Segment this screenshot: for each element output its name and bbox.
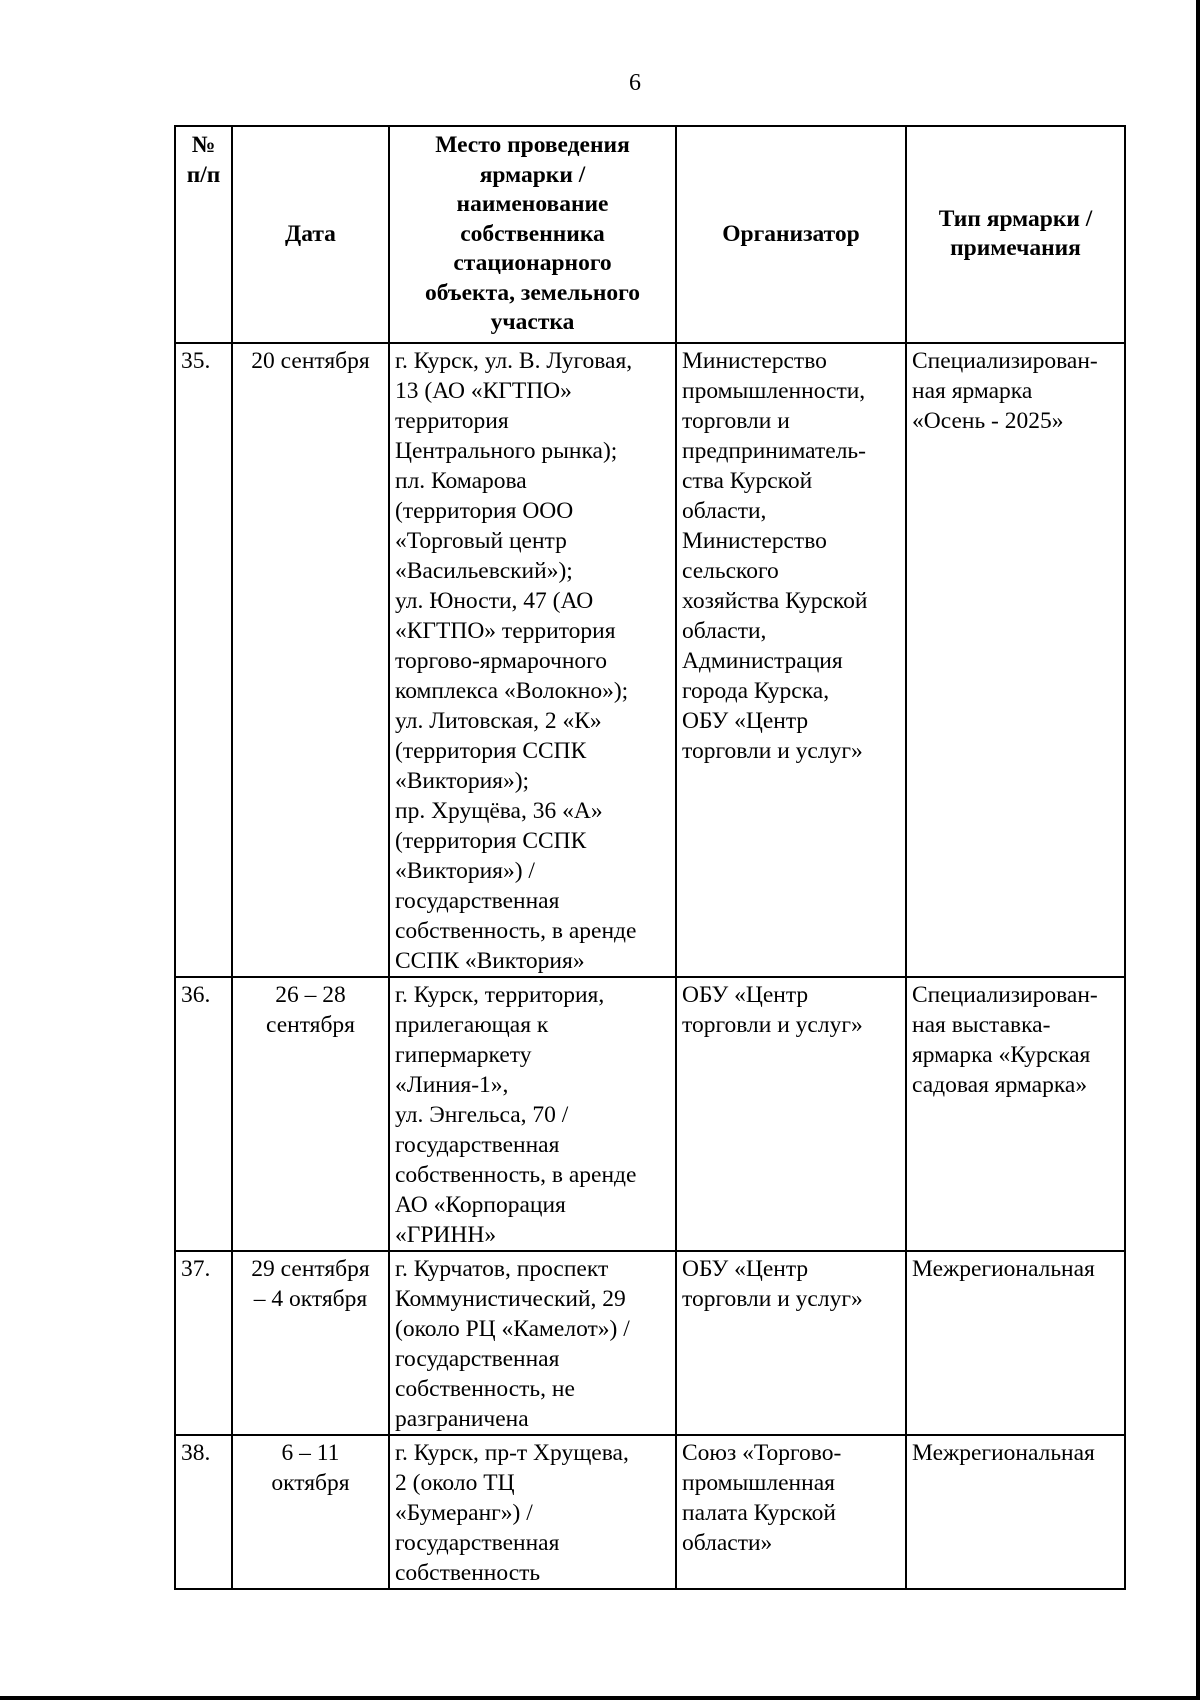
cell-place-line: собственность <box>395 1559 541 1586</box>
cell-organizer-line: промышленная <box>682 1469 835 1496</box>
cell-organizer-line: города Курска, <box>682 677 830 704</box>
cell-organizer-line: ОБУ «Центр <box>682 707 809 734</box>
cell-number: 38. <box>175 1435 232 1589</box>
cell-organizer-line: области, <box>682 497 767 524</box>
cell-type-line: ярмарка «Курская <box>912 1041 1091 1068</box>
cell-organizer-line: сельского <box>682 557 779 584</box>
cell-type-line: Межрегиональная <box>912 1439 1095 1466</box>
cell-place-line: ул. Литовская, 2 «К» <box>395 707 602 734</box>
cell-date <box>232 1251 389 1435</box>
cell-place-line: Коммунистический, 29 <box>395 1285 626 1312</box>
cell-place-line: (территория ССПК <box>395 737 587 764</box>
cell-organizer-line: торговли и услуг» <box>682 1285 863 1312</box>
cell-place-line: ул. Юности, 47 (АО <box>395 587 594 614</box>
cell-number: 35. <box>175 343 232 977</box>
cell-organizer-line: Министерство <box>682 527 827 554</box>
cell-place-line: «Виктория») / <box>395 857 535 884</box>
cell-place-line: г. Курск, пр-т Хрущева, <box>395 1439 629 1466</box>
page-number: 6 <box>629 70 641 96</box>
cell-date-line: сентября <box>265 1011 355 1038</box>
cell-place-line: государственная <box>395 1529 560 1556</box>
cell-place <box>389 977 676 1251</box>
cell-place-line: «Васильевский»); <box>395 557 573 584</box>
cell-place-line: государственная <box>395 1131 560 1158</box>
cell-organizer-line: Администрация <box>682 647 843 674</box>
cell-place-line: комплекса «Волокно»); <box>395 677 629 704</box>
cell-date-line: 29 сентября <box>251 1255 370 1282</box>
cell-number: 36. <box>175 977 232 1251</box>
cell-date-line: 20 сентября <box>251 347 370 374</box>
cell-place-line: гипермаркету <box>395 1041 532 1068</box>
cell-place-line: 13 (АО «КГТПО» <box>395 377 572 404</box>
cell-number: 37. <box>175 1251 232 1435</box>
cell-date-line: 6 – 11 <box>281 1439 340 1466</box>
cell-place-line: «Бумеранг») / <box>395 1499 533 1526</box>
cell-place-line: прилегающая к <box>395 1011 549 1038</box>
cell-place-line: Центрального рынка); <box>395 437 618 464</box>
cell-place-line: (территория ССПК <box>395 827 587 854</box>
header-organizer: Организатор <box>676 126 906 343</box>
cell-organizer <box>676 1435 906 1589</box>
cell-place-line: пл. Комарова <box>395 467 527 494</box>
cell-place-line: г. Курск, территория, <box>395 981 605 1008</box>
cell-place <box>389 1435 676 1589</box>
table-row <box>175 343 1125 977</box>
cell-place-line: АО «Корпорация <box>395 1191 566 1218</box>
table-row <box>175 1251 1125 1435</box>
table-row <box>175 1435 1125 1589</box>
cell-organizer-line: торговли и услуг» <box>682 1011 863 1038</box>
cell-organizer-line: торговли и <box>682 407 790 434</box>
cell-place-line: государственная <box>395 1345 560 1372</box>
cell-place-line: 2 (около ТЦ <box>395 1469 515 1496</box>
table-row <box>175 977 1125 1251</box>
cell-date-line: 26 – 28 <box>275 981 346 1008</box>
cell-date <box>232 977 389 1251</box>
cell-type <box>906 1435 1125 1589</box>
cell-type-line: Межрегиональная <box>912 1255 1095 1282</box>
cell-place-line: собственность, в аренде <box>395 1161 637 1188</box>
header-type: Тип ярмарки / примечания <box>906 126 1125 343</box>
cell-place-line: «КГТПО» территория <box>395 617 616 644</box>
header-date: Дата <box>232 126 389 343</box>
cell-type-line: «Осень - 2025» <box>912 407 1064 434</box>
cell-organizer-line: ОБУ «Центр <box>682 1255 809 1282</box>
cell-organizer-line: ства Курской <box>682 467 813 494</box>
cell-organizer-line: торговли и услуг» <box>682 737 863 764</box>
cell-organizer-line: палата Курской <box>682 1499 837 1526</box>
cell-place <box>389 1251 676 1435</box>
cell-place-line: «Линия-1», <box>395 1071 509 1098</box>
cell-place-line: «ГРИНН» <box>395 1221 497 1248</box>
cell-date <box>232 1435 389 1589</box>
header-place: Место проведения ярмарки / наименование собственника стационарного объекта, земельного участка <box>389 126 676 343</box>
cell-organizer <box>676 1251 906 1435</box>
cell-organizer-line: хозяйства Курской <box>682 587 868 614</box>
cell-place-line: «Торговый центр <box>395 527 567 554</box>
cell-date <box>232 343 389 977</box>
cell-place-line: торгово-ярмарочного <box>395 647 607 674</box>
cell-place-line: (около РЦ «Камелот») / <box>395 1315 630 1342</box>
cell-type-line: садовая ярмарка» <box>912 1071 1088 1098</box>
cell-organizer-line: Союз «Торгово- <box>682 1439 842 1466</box>
cell-organizer-line: предприниматель- <box>682 437 866 464</box>
cell-type <box>906 977 1125 1251</box>
cell-type-line: Специализирован- <box>912 347 1098 374</box>
cell-place-line: ССПК «Виктория» <box>395 947 585 974</box>
cell-organizer <box>676 343 906 977</box>
cell-type <box>906 343 1125 977</box>
cell-place-line: пр. Хрущёва, 36 «А» <box>395 797 603 824</box>
cell-place-line: собственность, не <box>395 1375 575 1402</box>
cell-place-line: государственная <box>395 887 560 914</box>
cell-organizer-line: промышленности, <box>682 377 866 404</box>
cell-type-line: ная ярмарка <box>912 377 1033 404</box>
cell-type <box>906 1251 1125 1435</box>
cell-place <box>389 343 676 977</box>
scan-border-bottom <box>0 1696 1200 1700</box>
cell-place-line: «Виктория»); <box>395 767 530 794</box>
cell-organizer-line: области, <box>682 617 767 644</box>
table-header-row <box>175 126 1125 343</box>
scan-border-right <box>1196 0 1200 1700</box>
cell-date-line: – 4 октября <box>253 1285 368 1312</box>
cell-organizer-line: Министерство <box>682 347 827 374</box>
cell-place-line: собственность, в аренде <box>395 917 637 944</box>
cell-place-line: г. Курск, ул. В. Луговая, <box>395 347 633 374</box>
cell-place-line: г. Курчатов, проспект <box>395 1255 609 1282</box>
cell-place-line: территория <box>395 407 509 434</box>
cell-place-line: разграничена <box>395 1405 529 1432</box>
header-number: № п/п <box>175 126 232 343</box>
cell-organizer-line: ОБУ «Центр <box>682 981 809 1008</box>
cell-type-line: ная выставка- <box>912 1011 1051 1038</box>
cell-type-line: Специализирован- <box>912 981 1098 1008</box>
cell-date-line: октября <box>271 1469 350 1496</box>
cell-organizer-line: области» <box>682 1529 773 1556</box>
cell-place-line: (территория ООО <box>395 497 574 524</box>
cell-place-line: ул. Энгельса, 70 / <box>395 1101 569 1128</box>
fair-schedule-table <box>174 125 1126 1590</box>
cell-organizer <box>676 977 906 1251</box>
